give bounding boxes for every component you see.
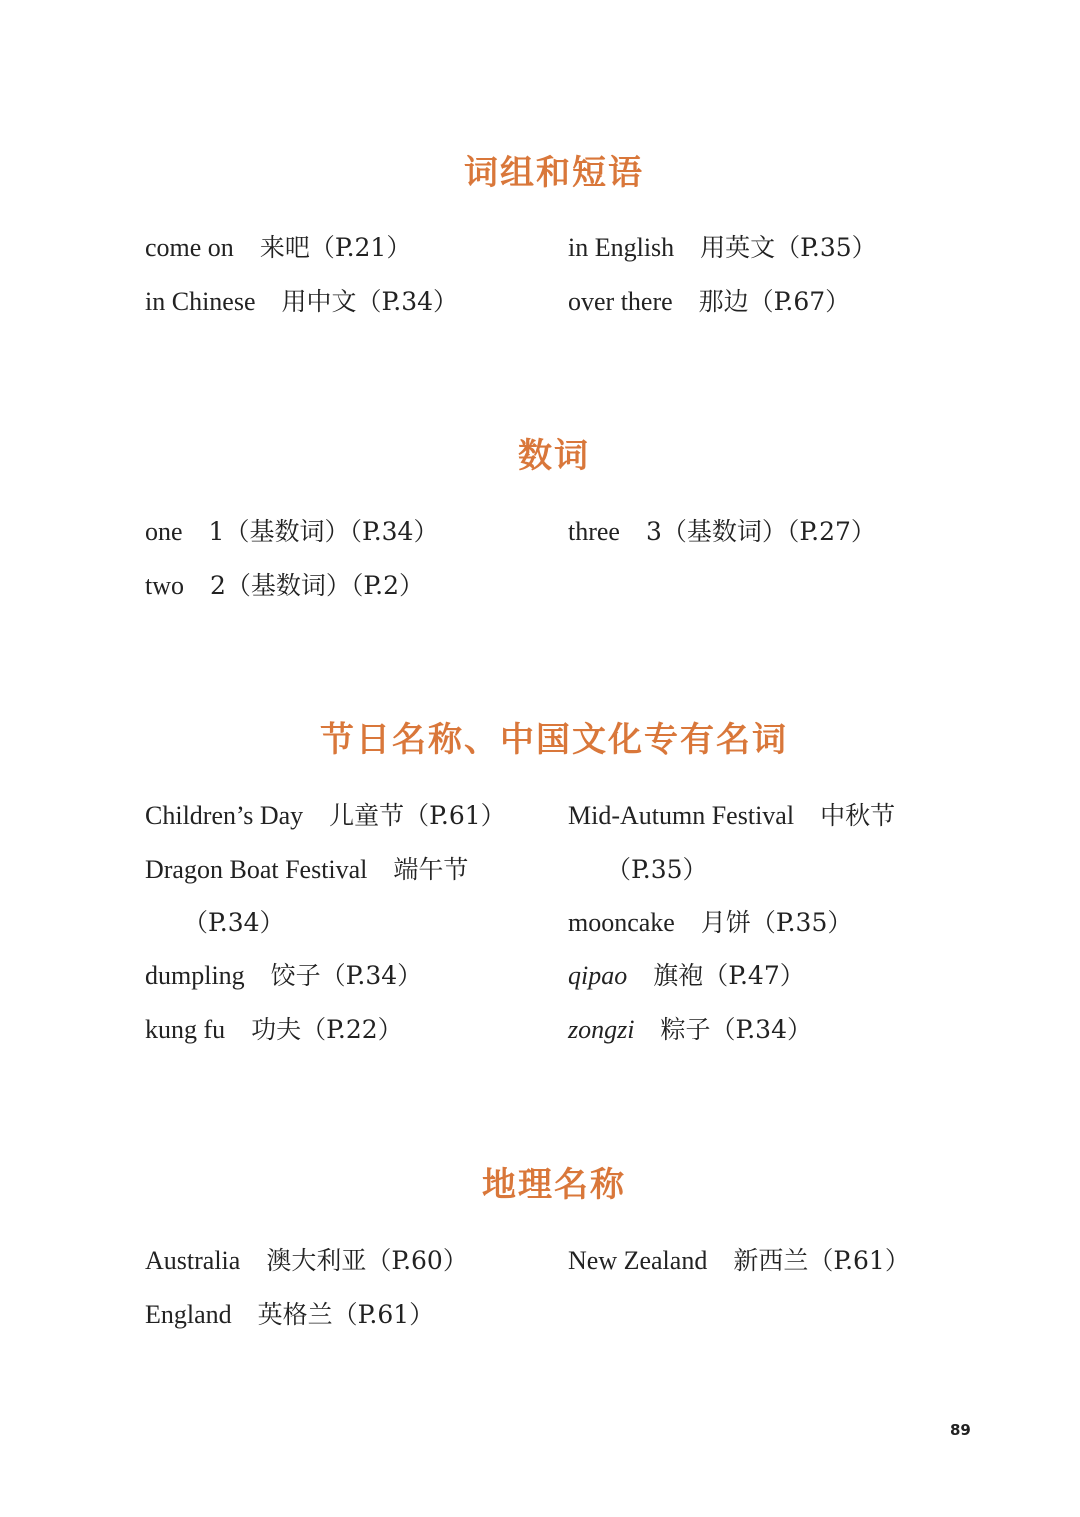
english-term: Mid-Autumn Festival (568, 801, 795, 830)
section-title-festivals-culture: 节日名称、中国文化专有名词 (320, 720, 788, 760)
list-item (568, 287, 850, 317)
english-term: one (145, 517, 183, 546)
list-item (568, 908, 852, 938)
list-item (568, 801, 895, 831)
english-term: come on (145, 233, 234, 262)
list-item (145, 961, 422, 991)
list-item (568, 233, 877, 263)
english-term: Children’s Day (145, 801, 304, 830)
section-title-phrases: 词组和短语 (464, 153, 644, 193)
list-item (145, 855, 468, 885)
list-item (568, 1015, 812, 1045)
chinese-term: 儿童节（P.61） (329, 801, 506, 830)
chinese-term: 旗袍（P.47） (653, 961, 805, 990)
chinese-term: 功夫（P.22） (251, 1015, 403, 1044)
chinese-term: 端午节 (393, 855, 469, 884)
english-term: in Chinese (145, 287, 256, 316)
english-term: mooncake (568, 908, 675, 937)
chinese-term: 月饼（P.35） (700, 908, 853, 937)
list-item (568, 1246, 910, 1276)
english-term: in English (568, 233, 675, 262)
chinese-term: 中秋节 (820, 801, 896, 830)
chinese-term: （P.34） (183, 908, 285, 937)
list-item (568, 517, 876, 547)
chinese-term: 用中文（P.34） (281, 287, 459, 316)
section-title-numerals: 数词 (518, 436, 590, 476)
english-term: Dragon Boat Festival (145, 855, 368, 884)
english-term: kung fu (145, 1015, 226, 1044)
english-term: New Zealand (568, 1246, 708, 1275)
list-item (568, 961, 805, 991)
chinese-term: 那边（P.67） (698, 287, 851, 316)
list-item-continuation (183, 908, 285, 938)
list-item (145, 801, 506, 831)
english-term: Australia (145, 1246, 241, 1275)
chinese-term: 2（基数词）（P.2） (210, 571, 425, 600)
english-term: zongzi (568, 1015, 635, 1044)
english-term: two (145, 571, 184, 600)
list-item (145, 287, 458, 317)
chinese-term: 新西兰（P.61） (733, 1246, 910, 1275)
english-term: over there (568, 287, 673, 316)
english-term: dumpling (145, 961, 245, 990)
chinese-term: 澳大利亚（P.60） (266, 1246, 468, 1275)
chinese-term: 英格兰（P.61） (257, 1300, 435, 1329)
list-item (145, 233, 411, 263)
chinese-term: 粽子（P.34） (660, 1015, 812, 1044)
chinese-term: 来吧（P.21） (259, 233, 412, 262)
chinese-term: 用英文（P.35） (700, 233, 877, 262)
list-item (145, 1300, 434, 1330)
chinese-term: 饺子（P.34） (270, 961, 423, 990)
chinese-term: （P.35） (606, 855, 708, 884)
chinese-term: 1（基数词）（P.34） (208, 517, 439, 546)
list-item (145, 517, 438, 547)
list-item (145, 1015, 403, 1045)
page-number: 89 (950, 1421, 971, 1439)
english-term: England (145, 1300, 232, 1329)
list-item (145, 1246, 468, 1276)
list-item-continuation (606, 855, 708, 885)
section-title-geography: 地理名称 (482, 1165, 626, 1205)
english-term: qipao (568, 961, 628, 990)
chinese-term: 3（基数词）（P.27） (645, 517, 876, 546)
list-item (145, 571, 424, 601)
english-term: three (568, 517, 620, 546)
